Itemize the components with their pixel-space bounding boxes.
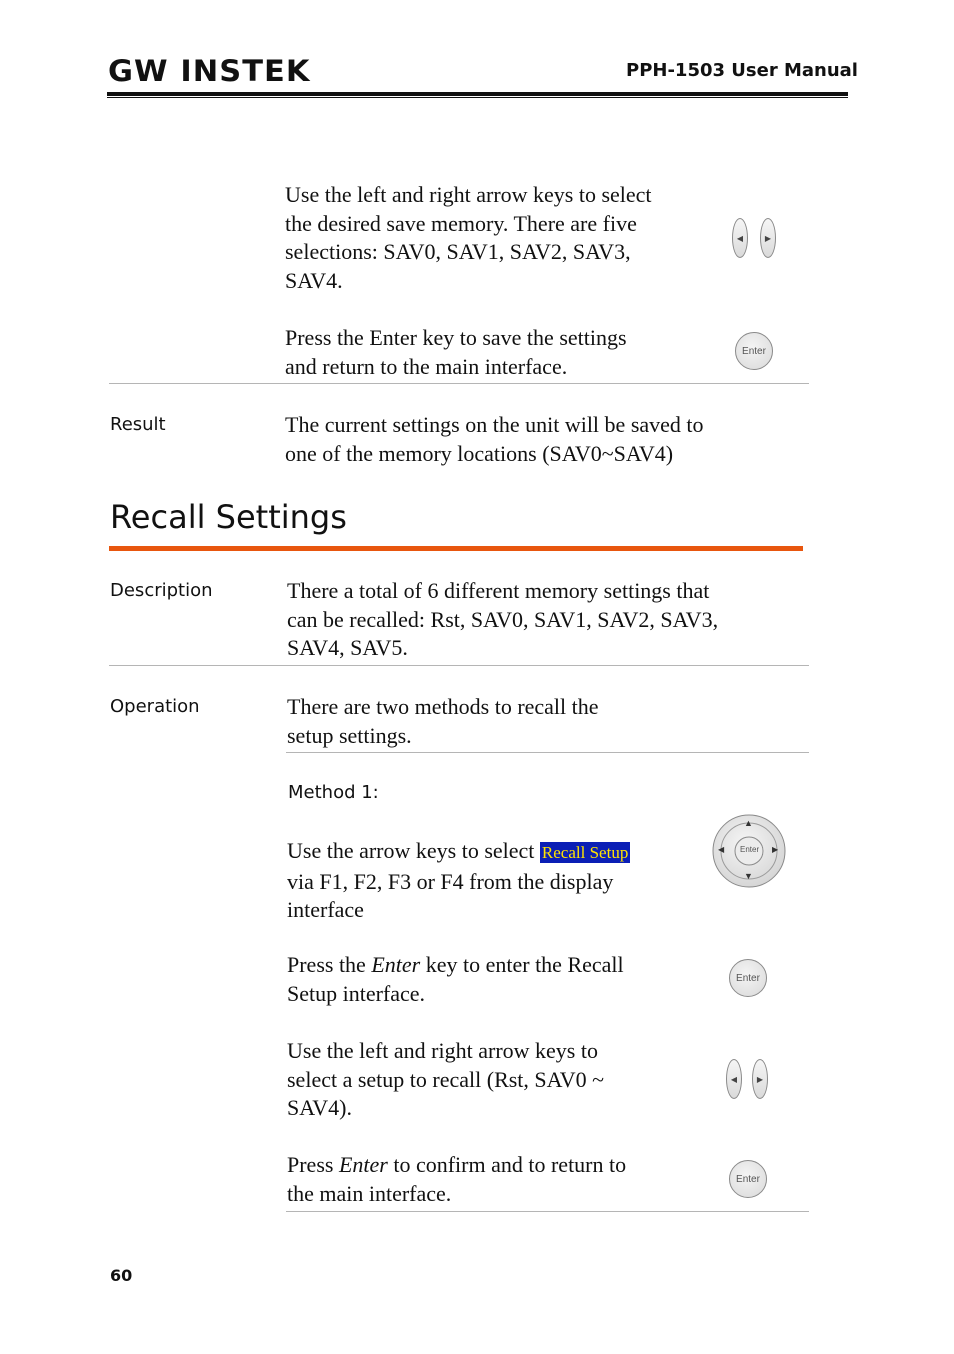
down-arrow-icon: ▼ <box>744 871 753 881</box>
result-label: Result <box>110 414 166 435</box>
section-title-rule <box>109 546 803 551</box>
method-1-step-3: Use the left and right arrow keys to select a setup to recall (Rst, SAV0 ~ SAV4). <box>287 1038 604 1120</box>
right-arrow-icon: ▶ <box>760 218 776 258</box>
method-1-step-4: Press Enter to confirm and to return to the main interface. <box>287 1152 627 1206</box>
manual-title: PPH-1503 User Manual <box>626 60 858 81</box>
operation-label: Operation <box>110 696 200 717</box>
save-step-2: Press the Enter key to save the settings and return to the main interface. <box>285 325 627 379</box>
result-text: The current settings on the unit will be saved to one of the memory locations (SAV0~SAV4) <box>285 412 704 466</box>
page-number: 60 <box>110 1266 133 1285</box>
method-1-step-1: Use the arrow keys to select Recall Setup via F1, F2, F3 or F4 from the display interface <box>287 838 629 922</box>
divider <box>286 1211 809 1212</box>
enter-key-icon: Enter <box>735 332 773 370</box>
left-arrow-icon: ◀ <box>732 218 748 258</box>
save-step-1: Use the left and right arrow keys to select the desired save memory. There are five selections: SAV0, SAV1, SAV2, SAV3, SAV4. <box>285 182 652 293</box>
arrow-pad-icon <box>711 813 787 889</box>
left-arrow-icon: ◀ <box>718 845 725 854</box>
description-label: Description <box>110 580 213 601</box>
method-1-step-2: Press the Enter key to enter the Recall Setup interface. <box>287 952 624 1006</box>
divider <box>109 383 809 384</box>
dpad-enter-label: Enter <box>740 845 760 854</box>
header-rule-thin <box>107 97 848 98</box>
method-1-heading: Method 1: <box>288 782 379 803</box>
right-arrow-icon: ▶ <box>752 1059 768 1099</box>
left-arrow-icon: ◀ <box>726 1059 742 1099</box>
right-arrow-icon: ▶ <box>772 845 779 854</box>
enter-key-icon: Enter <box>729 1160 767 1198</box>
divider <box>286 752 809 753</box>
divider <box>109 665 809 666</box>
up-arrow-icon: ▲ <box>744 818 753 828</box>
description-text: There a total of 6 different memory settings that can be recalled: Rst, SAV0, SAV1, SAV2, SAV3, SAV4, SAV5. <box>287 578 719 660</box>
left-right-arrow-keys <box>732 218 776 258</box>
left-right-arrow-keys <box>726 1059 768 1099</box>
header-rule <box>107 92 848 96</box>
section-title: Recall Settings <box>110 498 347 536</box>
operation-text: There are two methods to recall the setup settings. <box>287 694 599 748</box>
enter-key-icon: Enter <box>729 959 767 997</box>
gw-instek-logo: GW INSTEK <box>108 54 311 88</box>
recall-setup-highlight: Recall Setup <box>541 843 629 862</box>
